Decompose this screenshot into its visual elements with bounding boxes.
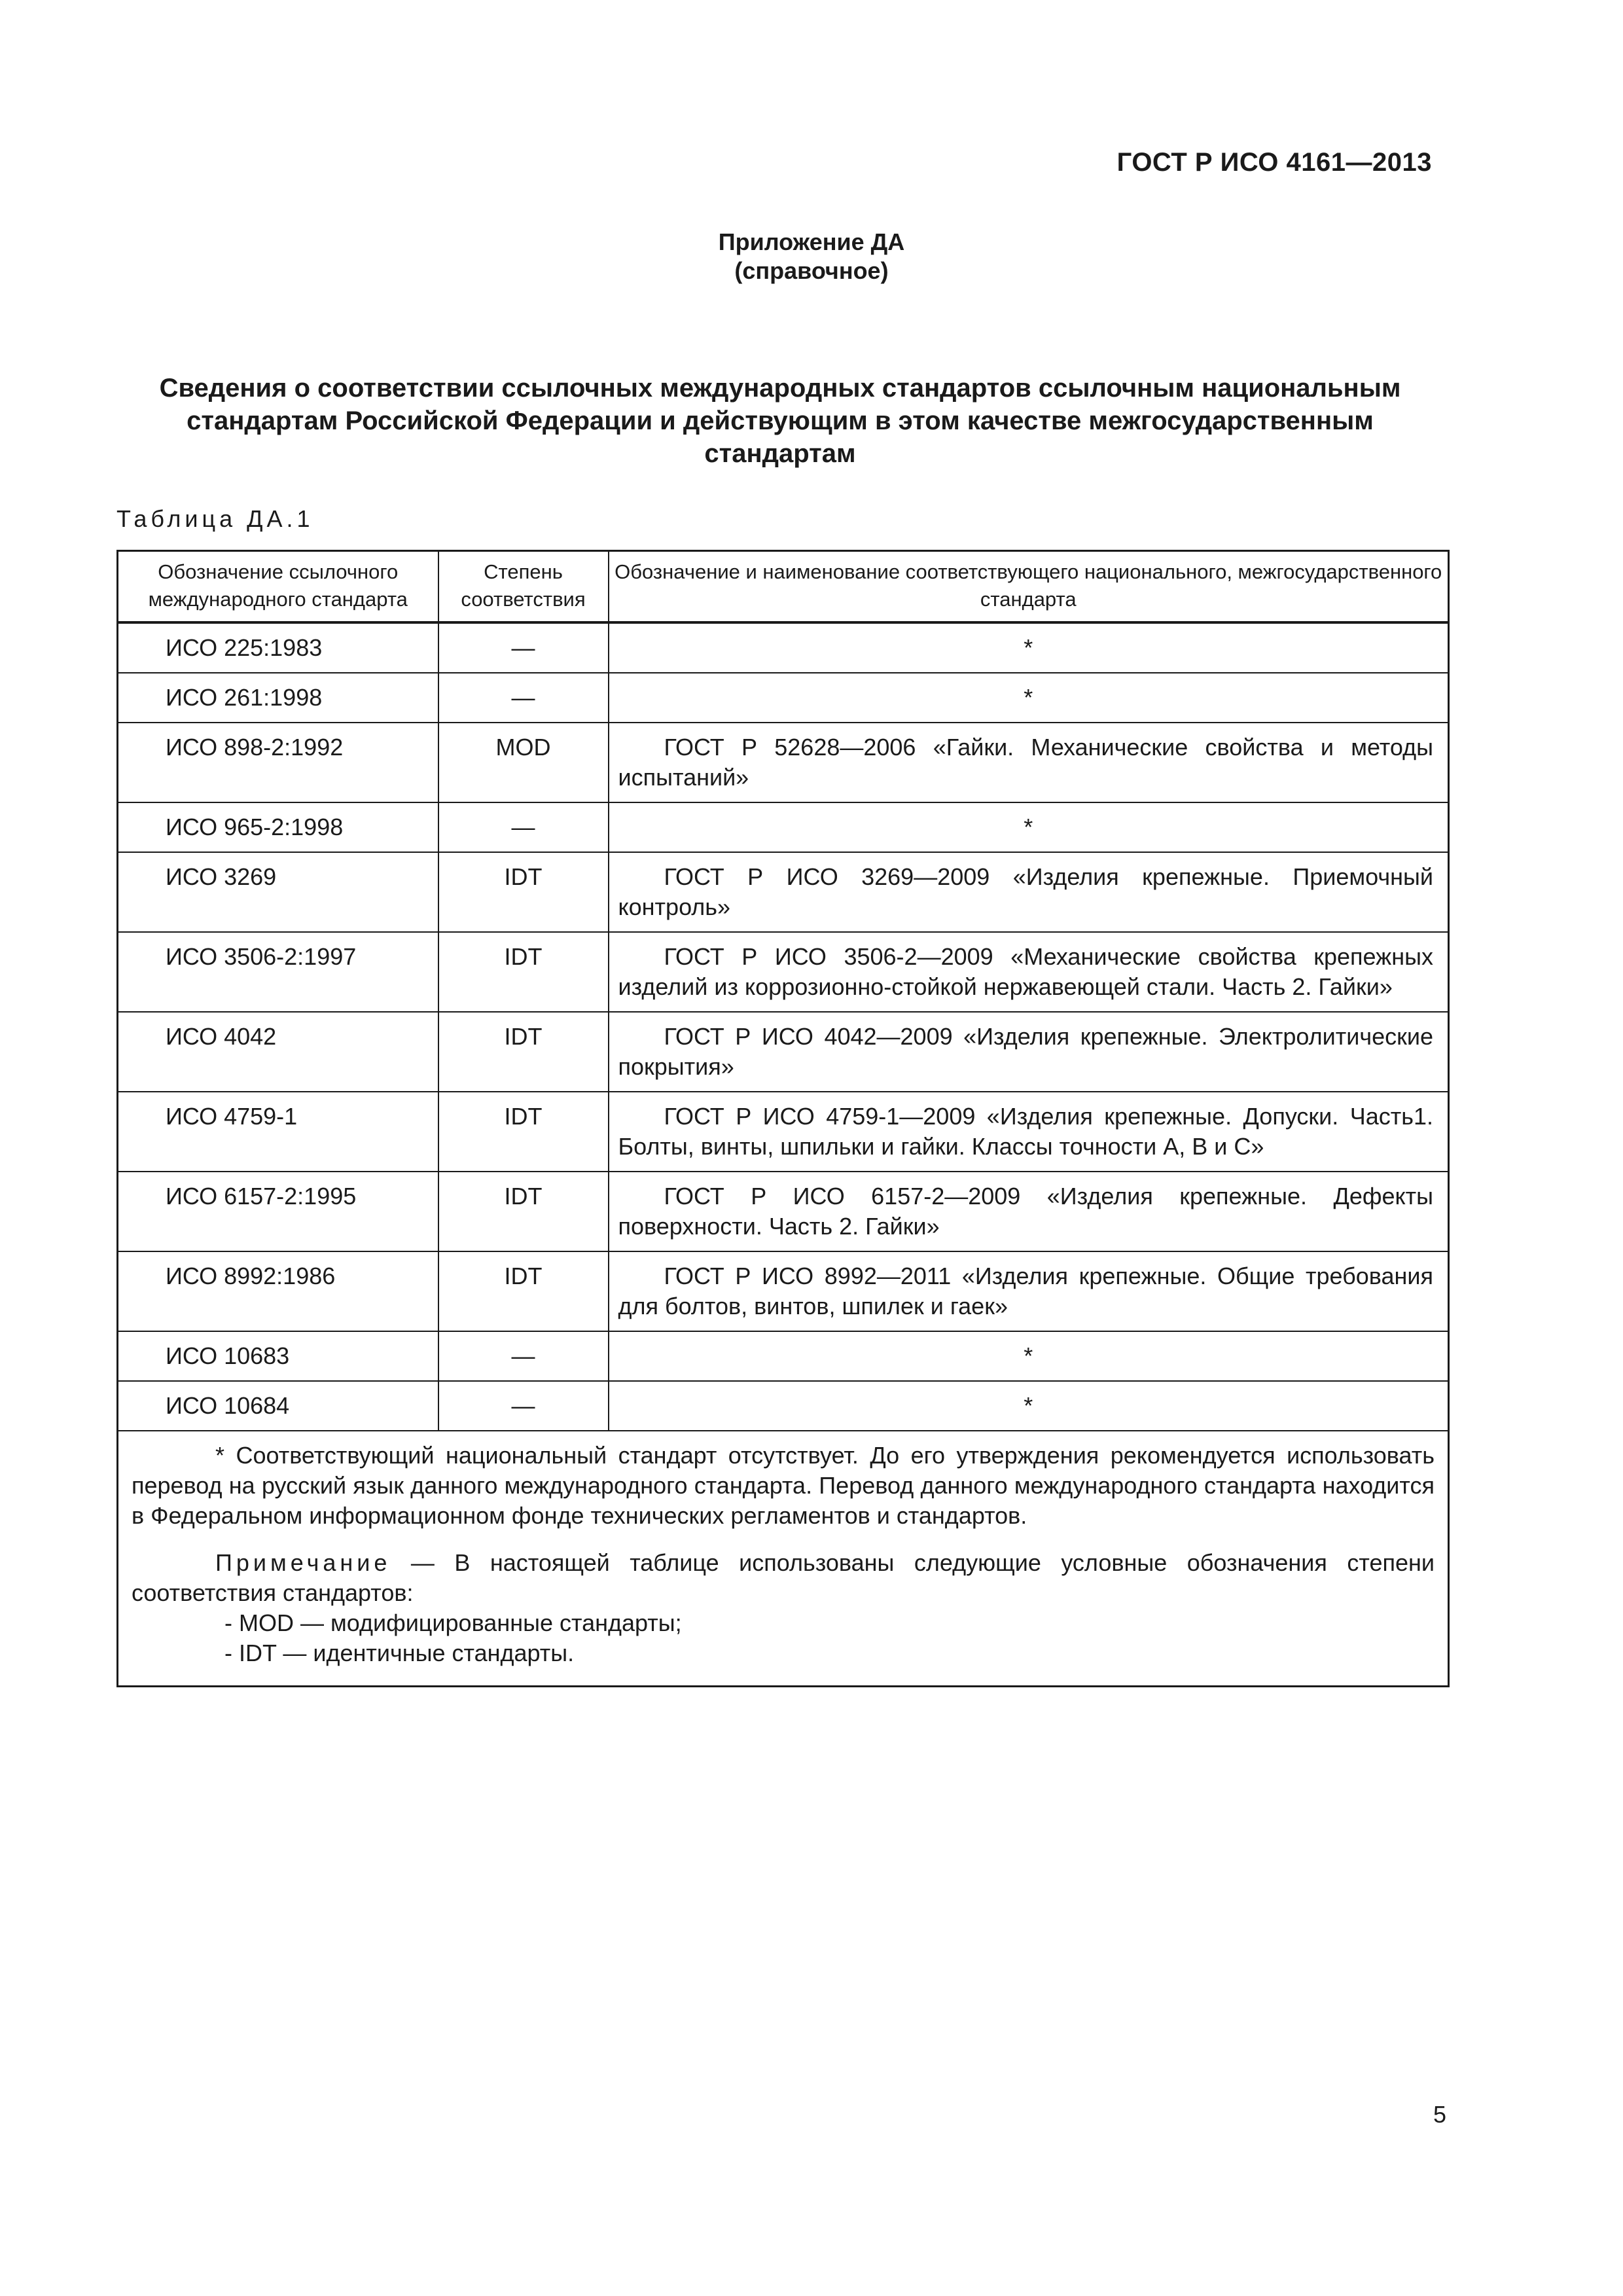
cell-iso: ИСО 261:1998	[118, 673, 438, 723]
table-footnote: * Соответствующий национальный стандарт отсутствует. До его утверждения рекомендуется использовать перевод на русский язык данного международного стандарта. Перевод данного международного стандарта находится в Федеральном информационном фонде технических регламентов и стандартов.	[132, 1442, 1435, 1529]
table-row	[118, 673, 1449, 723]
table-note	[132, 1548, 1435, 1608]
cell-degree: IDT	[438, 1251, 609, 1331]
appendix-kind: (справочное)	[734, 257, 889, 284]
appendix-title: Приложение ДА	[718, 228, 905, 255]
note-item-mod: - MOD — модифицированные стандарты;	[224, 1609, 682, 1636]
document-code: ГОСТ Р ИСО 4161—2013	[1116, 148, 1432, 177]
note-text: — В настоящей таблице использованы следующие условные обозначения степени соответствия стандартов:	[132, 1549, 1435, 1606]
cell-iso: ИСО 3269	[118, 852, 438, 932]
cell-degree: —	[438, 673, 609, 723]
cell-degree: —	[438, 622, 609, 673]
cell-national: *	[609, 1381, 1449, 1431]
col-header-national: Обозначение и наименование соответствующего национального, межгосударственного стандарта	[609, 551, 1449, 623]
table-row	[118, 1012, 1449, 1092]
cell-degree: —	[438, 1331, 609, 1381]
table-footer-row	[118, 1431, 1449, 1687]
appendix-heading	[0, 228, 1623, 285]
table-row	[118, 1381, 1449, 1431]
cell-national: ГОСТ Р ИСО 4759-1—2009 «Изделия крепежные. Допуски. Часть1. Болты, винты, шпильки и гайки. Классы точности А, В и С»	[609, 1092, 1449, 1172]
cell-national: *	[609, 673, 1449, 723]
cell-national: *	[609, 802, 1449, 852]
cell-iso: ИСО 4759-1	[118, 1092, 438, 1172]
cell-national: ГОСТ Р 52628—2006 «Гайки. Механические свойства и методы испытаний»	[609, 723, 1449, 802]
cell-national: ГОСТ Р ИСО 4042—2009 «Изделия крепежные. Электролитические покрытия»	[609, 1012, 1449, 1092]
cell-iso: ИСО 10683	[118, 1331, 438, 1381]
cell-degree: IDT	[438, 1092, 609, 1172]
table-row	[118, 1092, 1449, 1172]
note-label: Примечание	[215, 1549, 391, 1576]
cell-degree: —	[438, 1381, 609, 1431]
cell-national: ГОСТ Р ИСО 3506-2—2009 «Механические свойства крепежных изделий из коррозионно-стойкой нержавеющей стали. Часть 2. Гайки»	[609, 932, 1449, 1012]
standards-table	[116, 550, 1450, 1687]
cell-iso: ИСО 3506-2:1997	[118, 932, 438, 1012]
cell-degree: IDT	[438, 852, 609, 932]
table-row	[118, 852, 1449, 932]
table-row	[118, 723, 1449, 802]
table-row	[118, 1331, 1449, 1381]
section-heading: Сведения о соответствии ссылочных международных стандартов ссылочным национальным стандартам Российской Федерации и действующим в этом качестве межгосударственным стандартам	[159, 374, 1401, 468]
table-row	[118, 932, 1449, 1012]
col-header-degree: Степень соответствия	[438, 551, 609, 623]
table-row	[118, 622, 1449, 673]
cell-degree: —	[438, 802, 609, 852]
cell-degree: IDT	[438, 1012, 609, 1092]
cell-iso: ИСО 6157-2:1995	[118, 1172, 438, 1251]
cell-national: ГОСТ Р ИСО 8992—2011 «Изделия крепежные. Общие требования для болтов, винтов, шпилек и гаек»	[609, 1251, 1449, 1331]
page-number: 5	[1433, 2101, 1446, 2128]
table-header-row	[118, 551, 1449, 623]
cell-iso: ИСО 8992:1986	[118, 1251, 438, 1331]
cell-degree: IDT	[438, 932, 609, 1012]
cell-degree: MOD	[438, 723, 609, 802]
table-footer	[118, 1431, 1449, 1687]
cell-national: ГОСТ Р ИСО 3269—2009 «Изделия крепежные. Приемочный контроль»	[609, 852, 1449, 932]
cell-national: *	[609, 1331, 1449, 1381]
cell-iso: ИСО 965-2:1998	[118, 802, 438, 852]
table-row	[118, 802, 1449, 852]
cell-iso: ИСО 898-2:1992	[118, 723, 438, 802]
cell-degree: IDT	[438, 1172, 609, 1251]
cell-iso: ИСО 225:1983	[118, 622, 438, 673]
cell-national: *	[609, 622, 1449, 673]
table-label: Таблица ДА.1	[116, 505, 314, 532]
note-item-idt: - IDT — идентичные стандарты.	[224, 1640, 575, 1666]
table-row	[118, 1172, 1449, 1251]
cell-national: ГОСТ Р ИСО 6157-2—2009 «Изделия крепежные. Дефекты поверхности. Часть 2. Гайки»	[609, 1172, 1449, 1251]
table-row	[118, 1251, 1449, 1331]
cell-iso: ИСО 10684	[118, 1381, 438, 1431]
cell-iso: ИСО 4042	[118, 1012, 438, 1092]
col-header-iso: Обозначение ссылочного международного стандарта	[118, 551, 438, 623]
